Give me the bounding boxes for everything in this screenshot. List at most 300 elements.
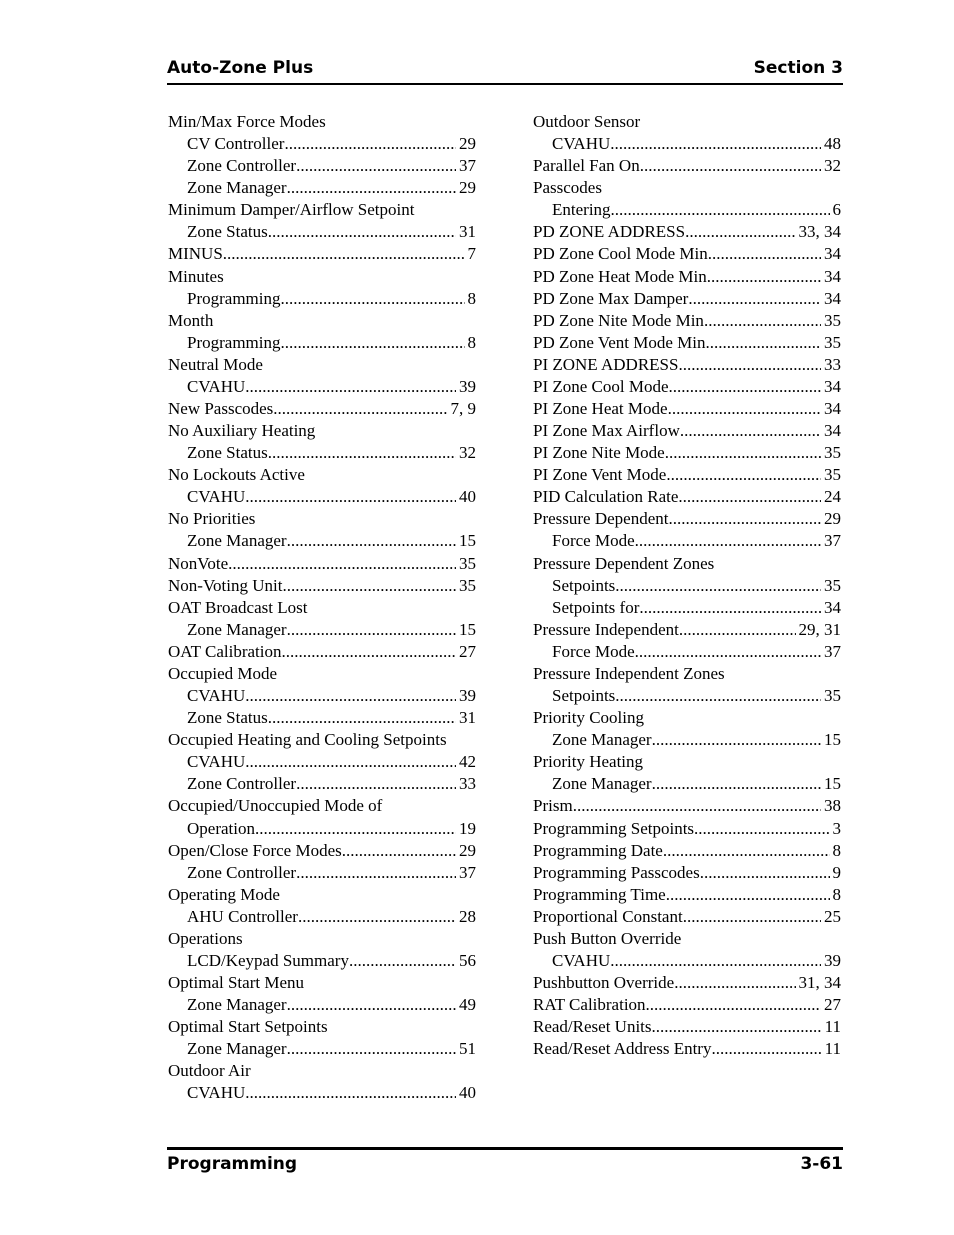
dot-leader <box>245 486 456 508</box>
entry-term: Proportional Constant <box>533 906 683 926</box>
index-subentry <box>168 818 476 840</box>
entry-term: Programming Setpoints <box>533 818 695 838</box>
dot-leader <box>349 950 456 972</box>
index-entry <box>168 508 476 530</box>
index-entry <box>533 906 841 928</box>
entry-page: 32 <box>824 156 841 176</box>
entry-page: 7, 9 <box>450 399 476 419</box>
index-entry <box>533 707 841 729</box>
entry-term: Month <box>168 310 214 330</box>
entry-term: LCD/Keypad Summary <box>187 950 349 970</box>
entry-term: Zone Controller <box>187 862 297 882</box>
dot-leader <box>268 442 456 464</box>
entry-term: Occupied Heating and Cooling Setpoints <box>168 730 447 750</box>
entry-term: Passcodes <box>533 178 602 198</box>
index-entry <box>533 310 841 332</box>
entry-page: 40 <box>459 1083 476 1103</box>
index-subentry <box>168 906 476 928</box>
entry-term: Pressure Independent <box>533 619 679 639</box>
entry-term: Zone Manager <box>187 178 287 198</box>
entry-page: 33, 34 <box>798 222 841 242</box>
entry-page: 35 <box>824 443 841 463</box>
header-title: Auto-Zone Plus <box>167 58 314 78</box>
entry-term: CVAHU <box>552 134 611 154</box>
entry-page: 29 <box>824 509 841 529</box>
dot-leader <box>255 818 456 840</box>
entry-term: Pressure Independent Zones <box>533 663 725 683</box>
index-subentry <box>533 530 841 552</box>
index-entry <box>533 1038 841 1060</box>
page-header <box>167 58 843 82</box>
index-entry <box>168 464 476 486</box>
entry-page: 15 <box>824 730 841 750</box>
entry-term: CVAHU <box>187 376 246 396</box>
index-entry <box>533 486 841 508</box>
entry-page: 11 <box>824 1039 841 1059</box>
entry-term: Zone Status <box>187 443 268 463</box>
dot-leader <box>652 729 821 751</box>
dot-leader <box>287 530 456 552</box>
dot-leader <box>678 354 821 376</box>
index-entry <box>533 663 841 685</box>
entry-term: Minimum Damper/Airflow Setpoint <box>168 200 415 220</box>
entry-term: PI Zone Heat Mode <box>533 399 668 419</box>
entry-page: 15 <box>824 774 841 794</box>
entry-term: Occupied Mode <box>168 663 278 683</box>
index-entry <box>533 751 841 773</box>
dot-leader <box>683 906 821 928</box>
entry-term: PD Zone Vent Mode Min <box>533 332 706 352</box>
dot-leader <box>296 773 456 795</box>
index-subentry <box>168 751 476 773</box>
index-entry <box>533 972 841 994</box>
entry-page: 51 <box>459 1039 476 1059</box>
entry-term: PD Zone Heat Mode Min <box>533 266 707 286</box>
entry-page: 8 <box>467 332 476 352</box>
index-subentry <box>533 685 841 707</box>
index-subentry <box>168 530 476 552</box>
dot-leader <box>245 376 456 398</box>
entry-page: 35 <box>824 686 841 706</box>
dot-leader <box>298 906 456 928</box>
dot-leader <box>708 243 821 265</box>
dot-leader <box>611 199 830 221</box>
entry-term: Zone Manager <box>552 774 652 794</box>
dot-leader <box>610 950 821 972</box>
dot-leader <box>281 641 456 663</box>
page-footer <box>167 1154 843 1178</box>
dot-leader <box>669 508 822 530</box>
index-subentry <box>168 619 476 641</box>
entry-term: Outdoor Air <box>168 1061 251 1081</box>
entry-page: 48 <box>824 134 841 154</box>
entry-term: Programming <box>187 332 281 352</box>
entry-term: PD Zone Cool Mode Min <box>533 244 708 264</box>
entry-term: CVAHU <box>187 1083 246 1103</box>
entry-term: Occupied/Unoccupied Mode of <box>168 796 383 816</box>
entry-page: 35 <box>459 575 476 595</box>
index-entry <box>533 420 841 442</box>
entry-page: 39 <box>459 376 476 396</box>
index-subentry <box>168 155 476 177</box>
index-entry <box>533 619 841 641</box>
index-entry <box>533 795 841 817</box>
entry-page: 34 <box>824 597 841 617</box>
index-entry <box>533 553 841 575</box>
dot-leader <box>694 818 829 840</box>
entry-term: Push Button Override <box>533 928 682 948</box>
entry-term: CVAHU <box>552 950 611 970</box>
index-entry <box>168 641 476 663</box>
entry-page: 8 <box>832 840 841 860</box>
entry-page: 42 <box>459 752 476 772</box>
entry-page: 37 <box>824 531 841 551</box>
entry-term: PI Zone Max Airflow <box>533 421 680 441</box>
dot-leader <box>680 420 821 442</box>
entry-term: Parallel Fan On <box>533 156 640 176</box>
entry-page: 27 <box>459 641 476 661</box>
entry-term: Zone Controller <box>187 156 297 176</box>
index-entry <box>533 177 841 199</box>
entry-term: Programming Date <box>533 840 663 860</box>
entry-page: 15 <box>459 531 476 551</box>
entry-term: Operating Mode <box>168 884 280 904</box>
entry-term: Zone Status <box>187 222 268 242</box>
entry-page: 39 <box>824 950 841 970</box>
dot-leader <box>268 221 456 243</box>
dot-leader <box>652 773 821 795</box>
entry-term: Min/Max Force Modes <box>168 112 326 131</box>
index-entry <box>533 398 841 420</box>
entry-term: Zone Manager <box>187 1039 287 1059</box>
dot-leader <box>652 1016 822 1038</box>
entry-term: PID Calculation Rate <box>533 487 679 507</box>
entry-page: 35 <box>824 465 841 485</box>
index-subentry <box>533 597 841 619</box>
entry-term: Optimal Start Setpoints <box>168 1017 328 1037</box>
dot-leader <box>287 177 456 199</box>
index-subentry <box>168 133 476 155</box>
entry-term: RAT Calibration <box>533 995 646 1015</box>
index-subentry <box>533 773 841 795</box>
index-entry <box>533 928 841 950</box>
dot-leader <box>679 619 796 641</box>
entry-page: 29 <box>459 840 476 860</box>
dot-leader <box>284 133 456 155</box>
dot-leader <box>700 862 830 884</box>
entry-term: New Passcodes <box>168 399 274 419</box>
entry-page: 3 <box>832 818 841 838</box>
entry-term: Zone Manager <box>552 730 652 750</box>
entry-page: 34 <box>824 266 841 286</box>
entry-page: 8 <box>832 884 841 904</box>
entry-term: PI Zone Cool Mode <box>533 376 669 396</box>
dot-leader <box>666 464 821 486</box>
entry-term: No Auxiliary Heating <box>168 421 316 441</box>
entry-term: Operation <box>187 818 255 838</box>
index-entry <box>168 354 476 376</box>
entry-term: OAT Calibration <box>168 641 282 661</box>
entry-page: 37 <box>459 156 476 176</box>
dot-leader <box>245 1082 456 1104</box>
index-entry <box>168 1060 476 1082</box>
entry-term: Pushbutton Override <box>533 973 675 993</box>
index-entry <box>533 994 841 1016</box>
entry-term: Zone Controller <box>187 774 297 794</box>
dot-leader <box>678 486 821 508</box>
entry-term: Non-Voting Unit <box>168 575 283 595</box>
index-right-column <box>533 111 841 1060</box>
index-subentry <box>168 1082 476 1104</box>
index-subentry <box>533 950 841 972</box>
index-entry <box>168 884 476 906</box>
dot-leader <box>287 619 456 641</box>
entry-term: Neutral Mode <box>168 354 263 374</box>
entry-page: 27 <box>824 995 841 1015</box>
dot-leader <box>707 266 821 288</box>
index-entry <box>533 155 841 177</box>
index-entry <box>168 795 476 817</box>
index-entry <box>533 464 841 486</box>
entry-term: CV Controller <box>187 134 285 154</box>
entry-page: 40 <box>459 487 476 507</box>
entry-term: CVAHU <box>187 752 246 772</box>
entry-term: Operations <box>168 928 243 948</box>
footer-rule <box>167 1147 843 1150</box>
index-subentry <box>533 641 841 663</box>
dot-leader <box>706 332 821 354</box>
index-entry <box>168 597 476 619</box>
index-subentry <box>168 221 476 243</box>
dot-leader <box>615 685 821 707</box>
index-entry <box>533 243 841 265</box>
index-entry <box>168 553 476 575</box>
index-entry <box>168 928 476 950</box>
dot-leader <box>296 155 456 177</box>
entry-page: 31, 34 <box>798 973 841 993</box>
dot-leader <box>663 840 830 862</box>
index-entry <box>168 663 476 685</box>
index-subentry <box>168 376 476 398</box>
index-subentry <box>533 575 841 597</box>
index-entry <box>533 288 841 310</box>
entry-term: No Priorities <box>168 509 256 529</box>
index-subentry <box>168 707 476 729</box>
entry-page: 49 <box>459 995 476 1015</box>
index-subentry <box>168 950 476 972</box>
entry-term: Force Mode <box>552 531 635 551</box>
dot-leader <box>281 288 465 310</box>
entry-term: MINUS <box>168 244 223 264</box>
entry-page: 38 <box>824 796 841 816</box>
index-subentry <box>168 288 476 310</box>
dot-leader <box>287 994 456 1016</box>
entry-term: PD Zone Max Damper <box>533 288 689 308</box>
dot-leader <box>245 751 456 773</box>
index-entry <box>168 575 476 597</box>
entry-page: 11 <box>824 1017 841 1037</box>
entry-page: 9 <box>832 862 841 882</box>
index-entry <box>168 310 476 332</box>
entry-page: 29 <box>459 134 476 154</box>
entry-page: 37 <box>824 641 841 661</box>
dot-leader <box>245 685 456 707</box>
entry-term: Zone Status <box>187 708 268 728</box>
dot-leader <box>610 133 821 155</box>
entry-term: Priority Cooling <box>533 708 644 728</box>
dot-leader <box>615 575 821 597</box>
entry-term: No Lockouts Active <box>168 465 305 485</box>
dot-leader <box>573 795 821 817</box>
entry-page: 29, 31 <box>798 619 841 639</box>
index-entry <box>533 818 841 840</box>
index-entry <box>533 376 841 398</box>
dot-leader <box>342 840 456 862</box>
entry-term: PD Zone Nite Mode Min <box>533 310 704 330</box>
index-entry <box>533 884 841 906</box>
dot-leader <box>668 398 821 420</box>
entry-page: 7 <box>467 244 476 264</box>
entry-term: CVAHU <box>187 686 246 706</box>
entry-page: 34 <box>824 399 841 419</box>
entry-page: 24 <box>824 487 841 507</box>
index-left-column <box>168 111 476 1105</box>
entry-term: Pressure Dependent <box>533 509 669 529</box>
entry-term: Programming <box>187 288 281 308</box>
dot-leader <box>685 221 795 243</box>
entry-term: Force Mode <box>552 641 635 661</box>
entry-term: Zone Manager <box>187 619 287 639</box>
index-entry <box>533 442 841 464</box>
entry-page: 39 <box>459 686 476 706</box>
entry-term: Setpoints <box>552 575 616 595</box>
index-entry <box>168 972 476 994</box>
entry-term: Priority Heating <box>533 752 644 772</box>
entry-term: Zone Manager <box>187 995 287 1015</box>
dot-leader <box>268 707 456 729</box>
index-entry <box>533 332 841 354</box>
entry-term: PD ZONE ADDRESS <box>533 222 686 242</box>
entry-term: Read/Reset Address Entry <box>533 1039 712 1059</box>
entry-page: 35 <box>824 310 841 330</box>
header-section: Section 3 <box>753 58 843 78</box>
index-entry <box>533 840 841 862</box>
entry-page: 34 <box>824 376 841 396</box>
index-subentry <box>168 862 476 884</box>
entry-page: 35 <box>459 553 476 573</box>
entry-term: Entering <box>552 200 611 220</box>
index-entry <box>533 266 841 288</box>
page-number: 3-61 <box>800 1154 843 1174</box>
dot-leader <box>635 530 821 552</box>
entry-page: 6 <box>832 200 841 220</box>
entry-term: Minutes <box>168 266 224 286</box>
entry-term: Programming Passcodes <box>533 862 700 882</box>
entry-term: Read/Reset Units <box>533 1017 652 1037</box>
entry-page: 34 <box>824 288 841 308</box>
dot-leader <box>282 575 456 597</box>
entry-term: NonVote <box>168 553 229 573</box>
index-subentry <box>168 177 476 199</box>
dot-leader <box>711 1038 821 1060</box>
entry-page: 31 <box>459 708 476 728</box>
dot-leader <box>646 994 821 1016</box>
entry-term: Prism <box>533 796 573 816</box>
index-entry <box>533 221 841 243</box>
entry-page: 32 <box>459 443 476 463</box>
entry-term: Open/Close Force Modes <box>168 840 342 860</box>
dot-leader <box>666 884 830 906</box>
footer-chapter: Programming <box>167 1154 298 1174</box>
entry-term: PI ZONE ADDRESS <box>533 354 679 374</box>
entry-page: 35 <box>824 332 841 352</box>
dot-leader <box>665 442 821 464</box>
dot-leader <box>287 1038 456 1060</box>
dot-leader <box>281 332 465 354</box>
index-entry <box>168 840 476 862</box>
index-subentry <box>168 994 476 1016</box>
header-rule <box>167 83 843 85</box>
entry-term: Pressure Dependent Zones <box>533 553 715 573</box>
index-subentry <box>168 442 476 464</box>
index-entry <box>168 1016 476 1038</box>
index-entry <box>168 266 476 288</box>
entry-term: OAT Broadcast Lost <box>168 597 308 617</box>
entry-term: Setpoints for <box>552 597 640 617</box>
entry-term: Zone Manager <box>187 531 287 551</box>
index-entry <box>533 111 841 133</box>
entry-page: 56 <box>459 950 476 970</box>
dot-leader <box>704 310 821 332</box>
entry-term: Programming Time <box>533 884 666 904</box>
entry-page: 34 <box>824 244 841 264</box>
index-subentry <box>168 1038 476 1060</box>
entry-page: 37 <box>459 862 476 882</box>
index-entry <box>533 1016 841 1038</box>
index-entry <box>168 111 476 133</box>
entry-page: 25 <box>824 906 841 926</box>
dot-leader <box>228 553 456 575</box>
entry-page: 31 <box>459 222 476 242</box>
entry-term: Outdoor Sensor <box>533 112 641 131</box>
entry-term: Optimal Start Menu <box>168 973 304 993</box>
index-entry <box>168 243 476 265</box>
entry-page: 15 <box>459 619 476 639</box>
dot-leader <box>223 243 465 265</box>
index-subentry <box>533 133 841 155</box>
entry-page: 19 <box>459 818 476 838</box>
entry-term: CVAHU <box>187 487 246 507</box>
entry-page: 33 <box>459 774 476 794</box>
dot-leader <box>635 641 821 663</box>
index-entry <box>533 862 841 884</box>
entry-term: PI Zone Vent Mode <box>533 465 667 485</box>
dot-leader <box>273 398 447 420</box>
index-subentry <box>168 773 476 795</box>
entry-page: 35 <box>824 575 841 595</box>
index-subentry <box>168 685 476 707</box>
entry-page: 29 <box>459 178 476 198</box>
dot-leader <box>296 862 456 884</box>
entry-term: AHU Controller <box>187 906 298 926</box>
dot-leader <box>674 972 795 994</box>
index-entry <box>168 729 476 751</box>
entry-term: Setpoints <box>552 686 616 706</box>
index-entry <box>168 398 476 420</box>
index-subentry <box>533 729 841 751</box>
entry-term: PI Zone Nite Mode <box>533 443 665 463</box>
index-entry <box>533 354 841 376</box>
